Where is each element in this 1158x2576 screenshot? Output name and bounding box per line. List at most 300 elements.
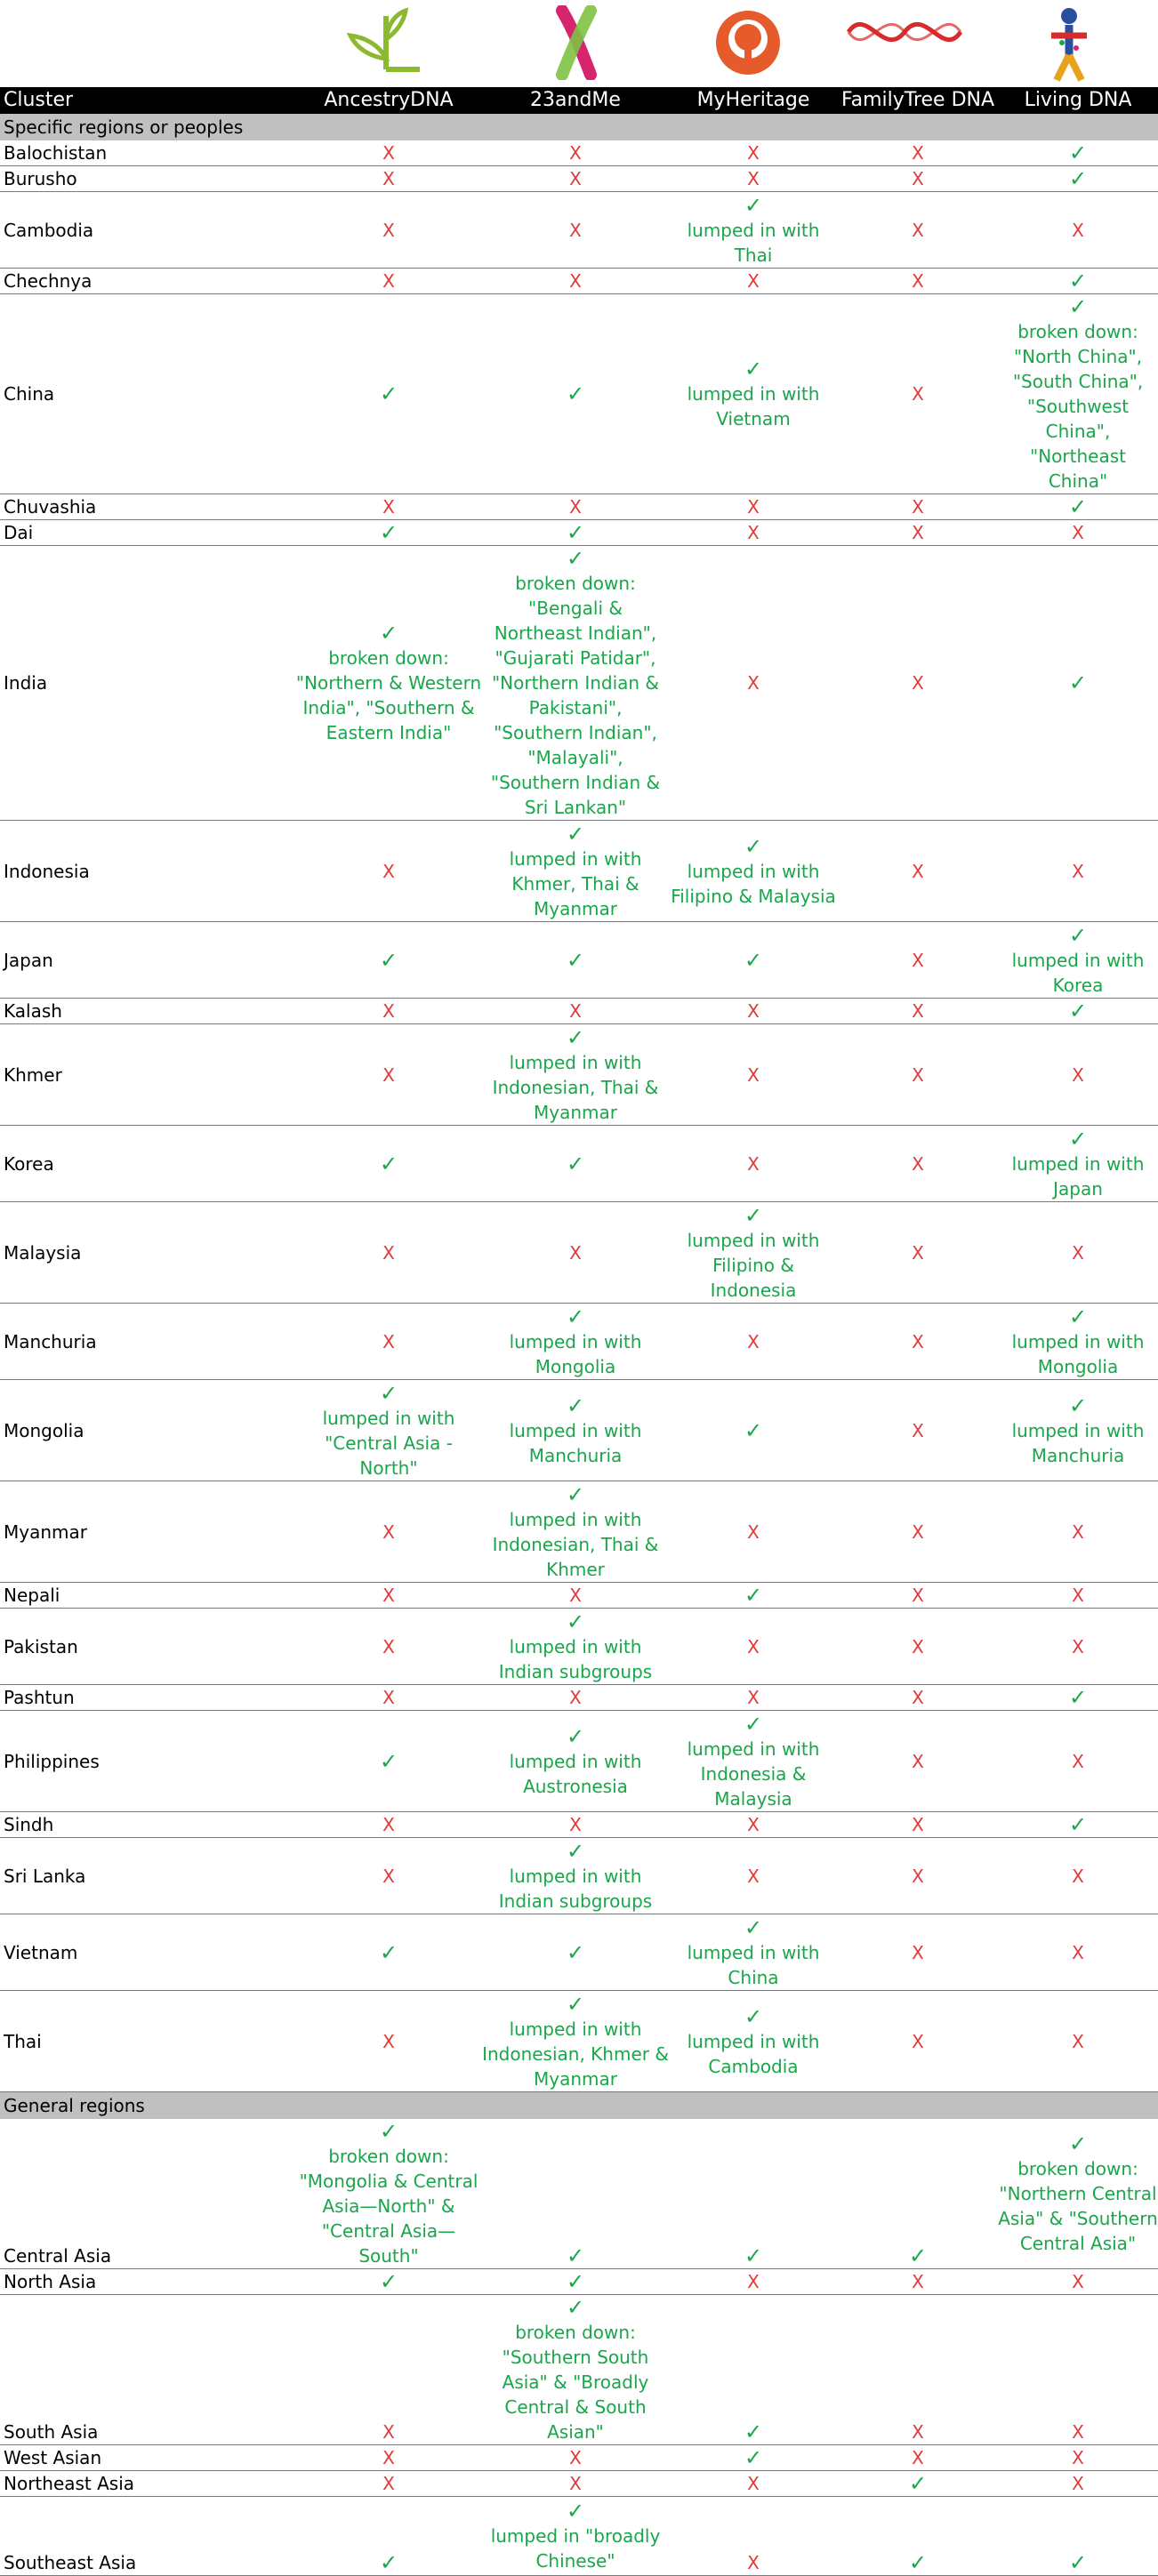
result-cell xyxy=(295,1609,482,1685)
result-cell xyxy=(669,1024,838,1126)
cross-icon: X xyxy=(747,496,760,518)
result-cell xyxy=(998,1126,1158,1202)
table-row xyxy=(0,1380,1158,1481)
table-row xyxy=(0,2471,1158,2497)
check-icon: ✓ xyxy=(1068,1685,1088,1710)
cross-icon: X xyxy=(569,1241,582,1264)
result-cell xyxy=(838,546,998,821)
cross-icon: X xyxy=(912,1941,924,1963)
result-cell xyxy=(998,2295,1158,2445)
check-icon: ✓ xyxy=(566,1723,585,1749)
table-row xyxy=(0,1304,1158,1380)
result-cell xyxy=(838,166,998,192)
result-cell xyxy=(998,520,1158,546)
result-cell xyxy=(482,494,669,520)
check-icon: ✓ xyxy=(379,2119,398,2144)
check-icon: ✓ xyxy=(566,1024,585,1050)
cross-icon: X xyxy=(382,1585,395,1606)
cross-icon: X xyxy=(382,270,395,292)
table-row xyxy=(0,2119,1158,2269)
check-icon: ✓ xyxy=(1068,670,1088,695)
result-cell xyxy=(838,1812,998,1838)
result-cell xyxy=(838,1304,998,1380)
result-cell xyxy=(295,269,482,294)
result-cell xyxy=(295,2295,482,2445)
cross-icon: X xyxy=(747,1814,760,1835)
check-icon: ✓ xyxy=(566,2499,585,2524)
result-cell xyxy=(838,2445,998,2471)
cluster-name: Khmer xyxy=(0,1024,295,1126)
cell-note: lumped in with Indonesian, Thai & Khmer xyxy=(492,1508,659,1580)
cluster-name: Burusho xyxy=(0,166,295,192)
cluster-name: India xyxy=(0,546,295,821)
cross-icon: X xyxy=(1072,1865,1084,1887)
cluster-name: Pakistan xyxy=(0,1609,295,1685)
result-cell xyxy=(295,999,482,1024)
result-cell xyxy=(998,294,1158,494)
cross-icon: X xyxy=(569,168,582,189)
cross-icon: X xyxy=(1072,2473,1084,2494)
cluster-name: Pashtun xyxy=(0,1685,295,1711)
check-icon: ✓ xyxy=(379,1939,398,1965)
result-cell xyxy=(482,140,669,166)
table-row xyxy=(0,294,1158,494)
result-cell xyxy=(295,1838,482,1914)
cross-icon: X xyxy=(912,949,924,971)
result-cell xyxy=(838,2497,998,2576)
cross-icon: X xyxy=(1072,2421,1084,2443)
check-icon: ✓ xyxy=(566,2243,585,2268)
result-cell xyxy=(998,821,1158,922)
cross-icon: X xyxy=(747,1330,760,1352)
cross-icon: X xyxy=(382,1330,395,1352)
check-icon: ✓ xyxy=(1068,294,1088,319)
header-living-dna: Living DNA xyxy=(998,87,1158,114)
table-row xyxy=(0,922,1158,999)
result-cell xyxy=(295,1685,482,1711)
result-cell xyxy=(669,1304,838,1380)
cell-note: lumped in with Korea xyxy=(1011,949,1145,996)
result-cell xyxy=(669,2471,838,2497)
table-row xyxy=(0,1685,1158,1711)
header-cluster: Cluster xyxy=(0,87,295,114)
check-icon: ✓ xyxy=(1068,1392,1088,1418)
result-cell xyxy=(838,1914,998,1991)
cross-icon: X xyxy=(1072,2271,1084,2292)
result-cell xyxy=(482,1304,669,1380)
cross-icon: X xyxy=(912,1419,924,1441)
cross-icon: X xyxy=(1072,1750,1084,1772)
cross-icon: X xyxy=(747,1521,760,1543)
cell-note: lumped in with Cambodia xyxy=(687,2030,820,2077)
check-icon: ✓ xyxy=(1068,2131,1088,2156)
result-cell xyxy=(998,140,1158,166)
table-row xyxy=(0,2497,1158,2576)
cross-icon: X xyxy=(382,1241,395,1264)
cross-icon: X xyxy=(382,1635,395,1657)
cross-icon: X xyxy=(1072,1521,1084,1543)
cross-icon: X xyxy=(569,1814,582,1835)
table-row xyxy=(0,166,1158,192)
result-cell xyxy=(482,922,669,999)
cross-icon: X xyxy=(382,2473,395,2494)
result-cell xyxy=(669,1991,838,2092)
cross-icon: X xyxy=(1072,1063,1084,1086)
result-cell xyxy=(669,2295,838,2445)
cell-note: broken down: "North China", "South China", "Southwest China", "Northeast China" xyxy=(1012,321,1144,492)
cluster-name: Central Asia xyxy=(0,2119,295,2269)
table-row xyxy=(0,2295,1158,2445)
cell-note: lumped in with Manchuria xyxy=(509,1419,642,1466)
check-icon: ✓ xyxy=(744,2420,763,2444)
check-icon: ✓ xyxy=(1068,1304,1088,1329)
check-icon: ✓ xyxy=(566,1838,585,1864)
cluster-name: Myanmar xyxy=(0,1481,295,1583)
result-cell xyxy=(838,2269,998,2295)
cross-icon: X xyxy=(747,1063,760,1086)
cross-icon: X xyxy=(569,2447,582,2468)
result-cell xyxy=(482,166,669,192)
cluster-name: Korea xyxy=(0,1126,295,1202)
result-cell xyxy=(838,1024,998,1126)
cell-note: lumped in with China xyxy=(687,1941,820,1988)
check-icon: ✓ xyxy=(566,1481,585,1507)
cluster-name: Cambodia xyxy=(0,192,295,269)
result-cell xyxy=(998,2269,1158,2295)
check-icon: ✓ xyxy=(744,947,763,973)
cross-icon: X xyxy=(382,2421,395,2443)
result-cell xyxy=(998,2497,1158,2576)
cross-icon: X xyxy=(382,1814,395,1835)
cross-icon: X xyxy=(382,2030,395,2052)
check-icon: ✓ xyxy=(744,357,763,381)
table-row xyxy=(0,192,1158,269)
result-cell xyxy=(998,1380,1158,1481)
result-cell xyxy=(998,2471,1158,2497)
result-cell xyxy=(295,520,482,546)
cross-icon: X xyxy=(912,1330,924,1352)
check-icon: ✓ xyxy=(379,520,398,545)
cross-icon: X xyxy=(747,1865,760,1887)
result-cell xyxy=(998,999,1158,1024)
result-cell xyxy=(295,1583,482,1609)
result-cell xyxy=(998,546,1158,821)
table-row xyxy=(0,1838,1158,1914)
result-cell xyxy=(295,1202,482,1304)
result-cell xyxy=(998,2119,1158,2269)
cross-icon: X xyxy=(912,1063,924,1086)
cross-icon: X xyxy=(747,270,760,292)
header-myheritage: MyHeritage xyxy=(669,87,838,114)
result-cell xyxy=(295,166,482,192)
result-cell xyxy=(482,294,669,494)
result-cell xyxy=(998,166,1158,192)
result-cell xyxy=(482,1380,669,1481)
result-cell xyxy=(482,2119,669,2269)
cross-icon: X xyxy=(747,142,760,164)
result-cell xyxy=(838,494,998,520)
result-cell xyxy=(838,1583,998,1609)
result-cell xyxy=(998,1991,1158,2092)
cross-icon: X xyxy=(1072,860,1084,882)
check-icon: ✓ xyxy=(744,1711,763,1737)
cross-icon: X xyxy=(912,219,924,241)
cross-icon: X xyxy=(747,168,760,189)
cross-icon: X xyxy=(912,1635,924,1657)
cluster-name: Southeast Asia xyxy=(0,2497,295,2576)
check-icon: ✓ xyxy=(566,1151,585,1176)
result-cell xyxy=(669,1711,838,1812)
section-header xyxy=(0,114,1158,140)
header-familytree-dna: FamilyTree DNA xyxy=(838,87,998,114)
cluster-name: Manchuria xyxy=(0,1304,295,1380)
cross-icon: X xyxy=(382,1063,395,1086)
result-cell xyxy=(482,1838,669,1914)
result-cell xyxy=(295,2471,482,2497)
check-icon: ✓ xyxy=(1068,166,1088,191)
cross-icon: X xyxy=(747,1000,760,1022)
cross-icon: X xyxy=(569,142,582,164)
result-cell xyxy=(295,1380,482,1481)
cross-icon: X xyxy=(912,1241,924,1264)
result-cell xyxy=(838,1685,998,1711)
result-cell xyxy=(295,1126,482,1202)
result-cell xyxy=(482,1685,669,1711)
result-cell xyxy=(482,2295,669,2445)
cell-note: broken down: "Southern South Asia" & "Broadly Central & South Asian" xyxy=(502,2322,649,2443)
cross-icon: X xyxy=(569,1687,582,1708)
result-cell xyxy=(669,494,838,520)
check-icon: ✓ xyxy=(566,520,585,545)
table-row xyxy=(0,1609,1158,1685)
result-cell xyxy=(998,1481,1158,1583)
result-cell xyxy=(482,2471,669,2497)
check-icon: ✓ xyxy=(379,947,398,973)
cross-icon: X xyxy=(912,1814,924,1835)
result-cell xyxy=(669,520,838,546)
cross-icon: X xyxy=(382,496,395,518)
result-cell xyxy=(669,1481,838,1583)
cluster-name: Balochistan xyxy=(0,140,295,166)
check-icon: ✓ xyxy=(744,1583,763,1608)
result-cell xyxy=(838,140,998,166)
result-cell xyxy=(295,294,482,494)
cell-note: lumped in with Filipino & Indonesia xyxy=(687,1229,820,1301)
cluster-name: Dai xyxy=(0,520,295,546)
result-cell xyxy=(838,1609,998,1685)
cross-icon: X xyxy=(912,1521,924,1543)
cross-icon: X xyxy=(382,219,395,241)
cross-icon: X xyxy=(1072,2030,1084,2052)
result-cell xyxy=(838,1991,998,2092)
result-cell xyxy=(669,2445,838,2471)
cluster-name: Malaysia xyxy=(0,1202,295,1304)
result-cell xyxy=(669,821,838,922)
table-row xyxy=(0,1991,1158,2092)
check-icon: ✓ xyxy=(566,1939,585,1965)
result-cell xyxy=(669,166,838,192)
cross-icon: X xyxy=(382,2447,395,2468)
cross-icon: X xyxy=(569,496,582,518)
check-icon: ✓ xyxy=(744,2243,763,2268)
check-icon: ✓ xyxy=(908,2243,928,2268)
result-cell xyxy=(998,1685,1158,1711)
cluster-name: Mongolia xyxy=(0,1380,295,1481)
result-cell xyxy=(998,1914,1158,1991)
result-cell xyxy=(669,1914,838,1991)
cross-icon: X xyxy=(912,2421,924,2443)
result-cell xyxy=(482,1202,669,1304)
cluster-name: Chechnya xyxy=(0,269,295,294)
cross-icon: X xyxy=(747,1687,760,1708)
cell-note: broken down: "Northern & Western India", "Southern & Eastern India" xyxy=(295,647,482,743)
result-cell xyxy=(482,2269,669,2295)
result-cell xyxy=(295,1481,482,1583)
table-row xyxy=(0,269,1158,294)
result-cell xyxy=(998,269,1158,294)
result-cell xyxy=(998,922,1158,999)
result-cell xyxy=(998,1024,1158,1126)
result-cell xyxy=(482,1812,669,1838)
table-row xyxy=(0,1126,1158,1202)
check-icon: ✓ xyxy=(566,1304,585,1329)
cross-icon: X xyxy=(1072,2447,1084,2468)
result-cell xyxy=(482,1126,669,1202)
result-cell xyxy=(295,2119,482,2269)
result-cell xyxy=(295,2497,482,2576)
cross-icon: X xyxy=(382,1000,395,1022)
result-cell xyxy=(295,1304,482,1380)
header-row xyxy=(0,87,1158,114)
logo-bar xyxy=(0,0,1158,87)
result-cell xyxy=(482,269,669,294)
cell-note: broken down: "Mongolia & Central Asia—North" & "Central Asia—South" xyxy=(299,2146,478,2267)
check-icon: ✓ xyxy=(1068,494,1088,519)
result-cell xyxy=(482,1991,669,2092)
result-cell xyxy=(295,546,482,821)
table-row xyxy=(0,546,1158,821)
cross-icon: X xyxy=(912,1687,924,1708)
check-icon: ✓ xyxy=(744,1417,763,1443)
check-icon: ✓ xyxy=(1068,1126,1088,1152)
result-cell xyxy=(838,1838,998,1914)
result-cell xyxy=(838,1202,998,1304)
result-cell xyxy=(998,2445,1158,2471)
cross-icon: X xyxy=(1072,1635,1084,1657)
cluster-name: Sindh xyxy=(0,1812,295,1838)
cell-note: lumped in with Mongolia xyxy=(509,1330,642,1377)
cluster-name: China xyxy=(0,294,295,494)
check-icon: ✓ xyxy=(566,381,585,406)
cell-note: lumped in with Mongolia xyxy=(1011,1330,1145,1377)
result-cell xyxy=(669,922,838,999)
check-icon: ✓ xyxy=(379,2269,398,2294)
cross-icon: X xyxy=(1072,219,1084,241)
section-title: Specific regions or peoples xyxy=(0,114,1158,140)
cross-icon: X xyxy=(1072,522,1084,543)
result-cell xyxy=(482,520,669,546)
cross-icon: X xyxy=(912,2271,924,2292)
result-cell xyxy=(482,1024,669,1126)
check-icon: ✓ xyxy=(566,2269,585,2294)
familytree-dna-logo-icon xyxy=(845,5,964,59)
cross-icon: X xyxy=(747,672,760,694)
result-cell xyxy=(669,140,838,166)
header-ancestrydna: AncestryDNA xyxy=(295,87,482,114)
table-row xyxy=(0,520,1158,546)
result-cell xyxy=(295,192,482,269)
check-icon: ✓ xyxy=(908,2550,928,2575)
result-cell xyxy=(838,2471,998,2497)
cross-icon: X xyxy=(747,2473,760,2494)
result-cell xyxy=(482,2445,669,2471)
result-cell xyxy=(838,2295,998,2445)
table-row xyxy=(0,1202,1158,1304)
result-cell xyxy=(482,1481,669,1583)
cross-icon: X xyxy=(912,270,924,292)
cross-icon: X xyxy=(382,1865,395,1887)
result-cell xyxy=(295,2269,482,2295)
cross-icon: X xyxy=(912,1585,924,1606)
cluster-name: Kalash xyxy=(0,999,295,1024)
check-icon: ✓ xyxy=(744,192,763,218)
result-cell xyxy=(669,294,838,494)
table-row xyxy=(0,140,1158,166)
table-row xyxy=(0,821,1158,922)
cluster-name: Indonesia xyxy=(0,821,295,922)
cell-note: lumped in with Filipino & Malaysia xyxy=(671,860,836,907)
cross-icon: X xyxy=(747,2552,760,2573)
result-cell xyxy=(482,1583,669,1609)
check-icon: ✓ xyxy=(379,381,398,406)
cell-note: lumped in with Manchuria xyxy=(1011,1419,1145,1466)
result-cell xyxy=(669,1609,838,1685)
cell-note: lumped in with "Central Asia - North" xyxy=(322,1407,455,1479)
result-cell xyxy=(998,1609,1158,1685)
ancestrydna-logo-icon xyxy=(345,5,427,76)
result-cell xyxy=(669,1202,838,1304)
cross-icon: X xyxy=(382,142,395,164)
cluster-name: Nepali xyxy=(0,1583,295,1609)
table-row xyxy=(0,494,1158,520)
cross-icon: X xyxy=(912,1000,924,1022)
cross-icon: X xyxy=(747,2271,760,2292)
result-cell xyxy=(838,1481,998,1583)
cell-note: lumped in with Indian subgroups xyxy=(498,1865,653,1912)
check-icon: ✓ xyxy=(1068,2550,1088,2575)
check-icon: ✓ xyxy=(566,1609,585,1634)
cross-icon: X xyxy=(912,142,924,164)
cluster-name: North Asia xyxy=(0,2269,295,2295)
cross-icon: X xyxy=(569,219,582,241)
cross-icon: X xyxy=(382,860,395,882)
cell-note: lumped in with Indian subgroups xyxy=(498,1635,653,1682)
result-cell xyxy=(998,494,1158,520)
section-header xyxy=(0,2092,1158,2120)
cross-icon: X xyxy=(912,860,924,882)
cross-icon: X xyxy=(1072,1585,1084,1606)
cell-note: lumped in with Khmer, Thai & Myanmar xyxy=(509,847,642,919)
cross-icon: X xyxy=(382,168,395,189)
result-cell xyxy=(669,1685,838,1711)
result-cell xyxy=(669,269,838,294)
cross-icon: X xyxy=(1072,1241,1084,1264)
cross-icon: X xyxy=(912,1865,924,1887)
cell-note: lumped in with Austronesia xyxy=(509,1750,642,1797)
cross-icon: X xyxy=(912,2030,924,2052)
check-icon: ✓ xyxy=(744,1202,763,1228)
result-cell xyxy=(838,1380,998,1481)
